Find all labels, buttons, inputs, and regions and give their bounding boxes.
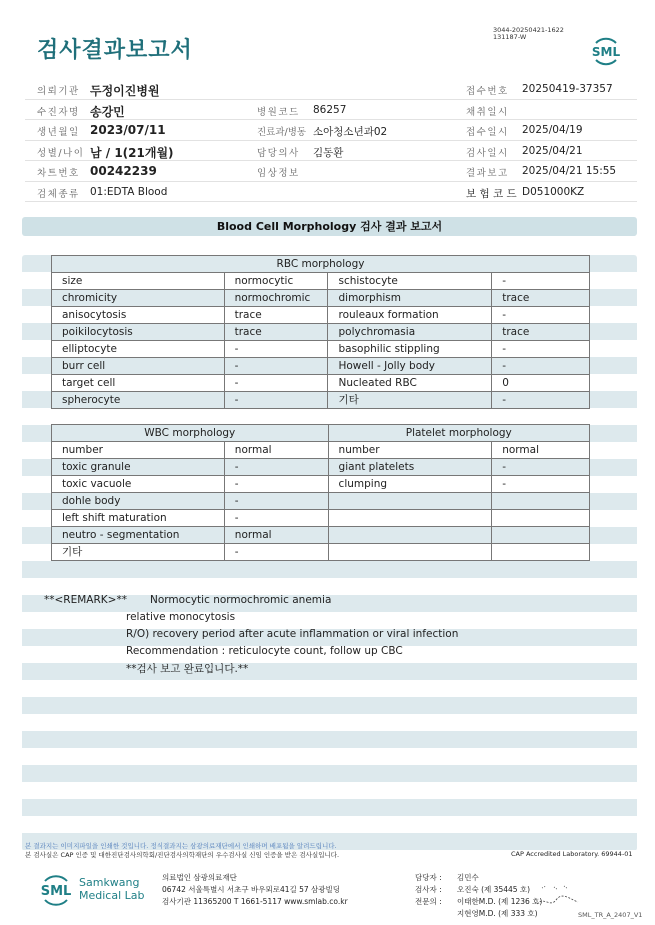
item-result: normochromic	[224, 290, 328, 307]
table-header-row	[52, 425, 590, 442]
item-name: number	[52, 442, 225, 459]
info-value: 2025/04/21	[522, 144, 583, 157]
item-name: poikilocytosis	[52, 324, 225, 341]
item-result: -	[492, 392, 590, 409]
wbc-platelet-morphology-table	[51, 424, 590, 561]
document-id	[493, 27, 564, 41]
item-result: -	[224, 341, 328, 358]
page-title: 검사결과보고서	[37, 38, 193, 63]
info-value: 2025/04/19	[522, 124, 583, 136]
lab-name	[79, 876, 145, 902]
info-value: 00242239	[90, 164, 157, 178]
item-result: -	[224, 392, 328, 409]
patient-info	[25, 79, 637, 202]
svg-text:SML: SML	[40, 884, 72, 899]
table-row	[52, 273, 590, 290]
info-row	[25, 161, 637, 182]
info-label: 진료과/병동	[257, 127, 307, 138]
item-result: -	[224, 476, 328, 493]
item-result: 0	[492, 375, 590, 392]
item-name: burr cell	[52, 358, 225, 375]
item-result: trace	[224, 324, 328, 341]
staff-list	[415, 872, 542, 920]
item-result: -	[224, 358, 328, 375]
info-label: 의뢰기관	[37, 86, 80, 97]
signature-icon	[532, 882, 582, 912]
info-value: 01:EDTA Blood	[90, 185, 168, 198]
table-row	[52, 442, 590, 459]
item-name: toxic granule	[52, 459, 225, 476]
doc-id-line: 3044-20250421-1622	[493, 26, 564, 34]
table-row	[52, 493, 590, 510]
print-notice: 본 결과지는 이미지파일을 인쇄한 것입니다. 정식결과지는 삼광의료재단에서 인쇄하며 배포됨을 알려드립니다.	[25, 842, 337, 850]
staff-row	[415, 884, 542, 896]
item-name	[328, 527, 492, 544]
staff-row	[415, 896, 542, 908]
info-label: 담당의사	[257, 147, 300, 159]
item-result: -	[492, 273, 590, 290]
sml-footer-logo-icon	[36, 870, 76, 910]
table-row	[52, 527, 590, 544]
item-result: -	[224, 459, 328, 476]
info-value: 남 / 1(21개월)	[90, 145, 174, 160]
staff-name: 지현영M.D. (제 333 호)	[457, 909, 538, 918]
info-row	[25, 120, 637, 141]
info-value: 두정이진병원	[90, 84, 160, 98]
info-value: 송강민	[90, 104, 125, 119]
info-row	[25, 79, 637, 100]
item-name: Howell - Jolly body	[328, 358, 492, 375]
item-name	[328, 510, 492, 527]
item-result	[492, 544, 590, 561]
staff-name: 김민수	[457, 873, 479, 882]
info-value: 소아청소년과02	[313, 126, 388, 138]
address: 06742 서울특별시 서초구 바우뫼로41길 57 삼광빌딩	[162, 885, 341, 894]
staff-name: 오진숙 (제 35445 호)	[457, 885, 531, 894]
table-header: Platelet morphology	[328, 425, 589, 442]
item-name: schistocyte	[328, 273, 492, 290]
info-label: 검사일시	[466, 147, 509, 159]
item-name: number	[328, 442, 492, 459]
lab-name-line: Samkwang	[79, 876, 140, 889]
item-name: toxic vacuole	[52, 476, 225, 493]
item-result: -	[224, 375, 328, 392]
remark-line: R/O) recovery period after acute inflammation or viral infection	[126, 628, 459, 640]
item-result: -	[492, 358, 590, 375]
item-name: neutro - segmentation	[52, 527, 225, 544]
item-name: clumping	[328, 476, 492, 493]
item-name: 기타	[328, 392, 492, 409]
item-result: -	[224, 493, 328, 510]
table-row	[52, 341, 590, 358]
table-header: RBC morphology	[52, 256, 590, 273]
table-row	[52, 392, 590, 409]
remark-line: **검사 보고 완료입니다.**	[126, 663, 249, 675]
item-name: dimorphism	[328, 290, 492, 307]
info-value: 2023/07/11	[90, 123, 166, 137]
info-label: 접수일시	[466, 127, 509, 138]
item-name	[328, 544, 492, 561]
item-result: normocytic	[224, 273, 328, 290]
item-name: basophilic stippling	[328, 341, 492, 358]
info-row	[25, 182, 637, 203]
item-result	[492, 493, 590, 510]
item-result: trace	[492, 290, 590, 307]
info-label: 수진자명	[37, 106, 80, 118]
staff-row	[415, 872, 542, 884]
doc-id-line: 131187-W	[493, 33, 527, 41]
info-value: 20250419-37357	[522, 83, 613, 95]
item-name: dohle body	[52, 493, 225, 510]
certification-notice: 본 검사실은 CAP 인증 및 대한진단검사의학회/진단검사의학재단의 우수검사실 신임 인증을 받은 검사실입니다.	[25, 851, 340, 859]
item-result: -	[492, 341, 590, 358]
item-result: -	[224, 510, 328, 527]
staff-role: 검사자 :	[415, 885, 442, 894]
info-value: 2025/04/21 15:55	[522, 165, 617, 177]
info-label: 접수번호	[466, 86, 509, 97]
item-name	[328, 493, 492, 510]
info-value: 김동환	[313, 146, 344, 159]
item-name: giant platelets	[328, 459, 492, 476]
svg-text:SML: SML	[591, 45, 621, 59]
report-title: Blood Cell Morphology 검사 결과 보고서	[22, 217, 637, 236]
info-label: 생년월일	[37, 127, 80, 138]
sml-logo-icon	[588, 34, 624, 68]
org-name: 의료법인 삼광의료재단	[162, 873, 237, 882]
info-row	[25, 141, 637, 162]
item-name: Nucleated RBC	[328, 375, 492, 392]
item-name: chromicity	[52, 290, 225, 307]
staff-role: 담당자 :	[415, 873, 442, 882]
table-row	[52, 375, 590, 392]
item-result: normal	[492, 442, 590, 459]
item-result: -	[224, 544, 328, 561]
item-name: left shift maturation	[52, 510, 225, 527]
item-name: 기타	[52, 544, 225, 561]
item-result: trace	[492, 324, 590, 341]
info-label: 검체종류	[37, 188, 80, 200]
contact: 검사기관 11365200 T 1661-5117 www.smlab.co.kr	[162, 897, 348, 906]
item-result: normal	[224, 442, 328, 459]
remark-label: **<REMARK>**	[44, 594, 127, 606]
remark-line: relative monocytosis	[126, 611, 236, 623]
item-result: trace	[224, 307, 328, 324]
staff-name: 이태한M.D. (제 1236 호)	[457, 897, 543, 906]
info-value: D051000KZ	[522, 185, 585, 198]
info-value: 86257	[313, 103, 347, 116]
item-result: -	[492, 307, 590, 324]
table-header-row	[52, 256, 590, 273]
item-name: anisocytosis	[52, 307, 225, 324]
item-result: normal	[224, 527, 328, 544]
rbc-morphology-table	[51, 255, 590, 409]
info-label: 차트번호	[37, 168, 80, 179]
cap-accreditation: CAP Accredited Laboratory. 69944-01	[511, 850, 633, 858]
table-row	[52, 290, 590, 307]
item-result	[492, 527, 590, 544]
item-result	[492, 510, 590, 527]
info-label: 임상정보	[257, 168, 300, 179]
table-row	[52, 307, 590, 324]
info-label: 결과보고	[466, 168, 509, 179]
table-row	[52, 476, 590, 493]
table-row	[52, 324, 590, 341]
form-version: SML_TR_A_2407_V1	[578, 911, 643, 919]
item-result: -	[492, 476, 590, 493]
table-row	[52, 459, 590, 476]
info-label: 성별/나이	[37, 147, 85, 159]
info-value: 보 험 코 드	[466, 187, 517, 200]
info-row	[25, 100, 637, 121]
lab-address	[162, 872, 348, 908]
info-label: 병원코드	[257, 106, 300, 118]
item-name: rouleaux formation	[328, 307, 492, 324]
item-name: elliptocyte	[52, 341, 225, 358]
remark-line: Recommendation : reticulocyte count, follow up CBC	[126, 645, 403, 657]
lab-name-line: Medical Lab	[79, 889, 145, 902]
item-result: -	[492, 459, 590, 476]
table-header: WBC morphology	[52, 425, 329, 442]
table-row	[52, 544, 590, 561]
item-name: polychromasia	[328, 324, 492, 341]
table-row	[52, 358, 590, 375]
table-row	[52, 510, 590, 527]
item-name: spherocyte	[52, 392, 225, 409]
item-name: size	[52, 273, 225, 290]
staff-row	[415, 908, 542, 920]
staff-role: 전문의 :	[415, 897, 442, 906]
item-name: target cell	[52, 375, 225, 392]
remark-line: Normocytic normochromic anemia	[150, 594, 332, 606]
info-label: 채취일시	[466, 106, 509, 118]
